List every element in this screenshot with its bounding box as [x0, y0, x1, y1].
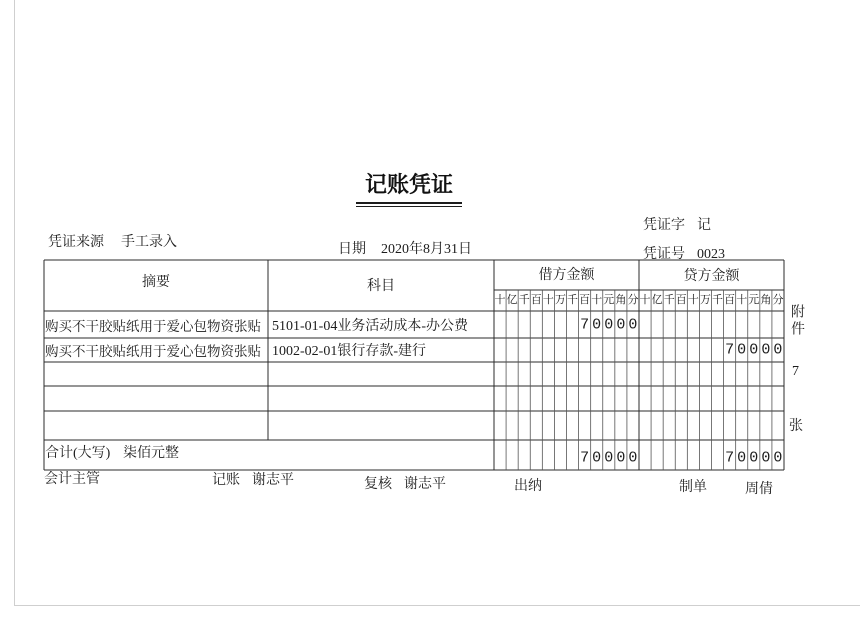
- summary-cell: [45, 362, 267, 386]
- digit-unit: 百: [675, 294, 687, 306]
- voucher-no-label: 凭证号: [643, 247, 685, 262]
- date-label: 日期: [338, 242, 366, 257]
- header-account: 科目: [367, 279, 395, 294]
- table-row: [0, 411, 860, 440]
- account-cell: [272, 386, 492, 411]
- digit-unit: 十: [591, 294, 603, 306]
- reviewer-name: 谢志平: [404, 477, 446, 492]
- digit-unit: 百: [579, 294, 591, 306]
- debit-amount: 70000: [580, 316, 641, 333]
- digit-unit: 百: [724, 294, 736, 306]
- total-amount-in-words: 柒佰元整: [123, 446, 179, 461]
- credit-amount-cell: [639, 311, 784, 338]
- total-credit-amount: 70000: [725, 449, 786, 467]
- scan-edge-left: [14, 0, 15, 606]
- source-value: 手工录入: [121, 235, 177, 250]
- digit-unit: 千: [663, 294, 675, 306]
- scan-edge-bottom: [14, 605, 860, 606]
- credit-digit-units: [639, 291, 784, 310]
- title-double-underline: [356, 202, 462, 207]
- digit-unit: 千: [712, 294, 724, 306]
- debit-amount-cell: [494, 311, 639, 338]
- digit-unit: 分: [627, 294, 639, 306]
- preparer-name: 周倩: [745, 482, 773, 497]
- debit-amount-cell: [494, 338, 639, 362]
- table-row: [0, 386, 860, 411]
- attachment-label: 附件: [789, 304, 804, 338]
- header-debit: 借方金额: [538, 268, 595, 283]
- bookkeeper-label: 记账: [212, 473, 240, 488]
- digit-unit: 千: [567, 294, 579, 306]
- voucher-word-label: 凭证字: [643, 218, 685, 233]
- digit-unit: 十: [687, 294, 699, 306]
- credit-amount-cell: [639, 411, 784, 440]
- credit-amount-cell: [639, 386, 784, 411]
- header-credit: 贷方金额: [683, 269, 740, 284]
- summary-cell: [45, 386, 267, 411]
- digit-unit: 十: [542, 294, 554, 306]
- digit-unit: 元: [748, 294, 760, 306]
- debit-amount-cell: [494, 386, 639, 411]
- digit-unit: 十: [736, 294, 748, 306]
- credit-amount-cell: [639, 338, 784, 362]
- total-label: 合计(大写): [45, 446, 111, 461]
- debit-amount-cell: [494, 411, 639, 440]
- date-value: 2020年8月31日: [381, 242, 472, 257]
- table-row: [0, 362, 860, 386]
- total-debit-amount: 70000: [580, 449, 641, 467]
- account-cell: [272, 411, 492, 440]
- digit-unit: 百: [530, 294, 542, 306]
- account-cell: 1002-02-01银行存款-建行: [272, 344, 426, 359]
- account-cell: [272, 362, 492, 386]
- preparer-label: 制单: [679, 480, 707, 495]
- digit-unit: 角: [615, 294, 627, 306]
- summary-cell: [45, 411, 267, 440]
- source-label: 凭证来源: [48, 235, 104, 250]
- reviewer-label: 复核: [364, 477, 392, 492]
- accounting-supervisor-label: 会计主管: [44, 472, 100, 487]
- digit-unit: 千: [518, 294, 530, 306]
- header-summary: 摘要: [142, 275, 170, 290]
- summary-cell: 购买不干胶贴纸用于爱心包物资张贴: [45, 318, 261, 334]
- voucher-word-value: 记: [697, 218, 711, 233]
- table-row: [0, 311, 860, 338]
- digit-unit: 万: [554, 294, 566, 306]
- total-debit-cell: [494, 440, 639, 470]
- credit-amount-cell: [639, 362, 784, 386]
- bookkeeper-name: 谢志平: [252, 473, 294, 488]
- table-row: [0, 338, 860, 362]
- digit-unit: 角: [760, 294, 772, 306]
- debit-digit-units: [494, 291, 639, 310]
- account-cell: 5101-01-04业务活动成本-办公费: [272, 318, 468, 334]
- cashier-label: 出纳: [514, 479, 542, 494]
- attachment-unit: 张: [789, 419, 803, 434]
- summary-cell: 购买不干胶贴纸用于爱心包物资张贴: [45, 344, 261, 359]
- debit-amount-cell: [494, 362, 639, 386]
- digit-unit: 十: [639, 294, 651, 306]
- attachment-count: 7: [792, 364, 799, 379]
- digit-unit: 万: [699, 294, 711, 306]
- digit-unit: 分: [772, 294, 784, 306]
- digit-unit: 十: [494, 294, 506, 306]
- voucher-no-value: 0023: [697, 247, 725, 262]
- total-credit-cell: [639, 440, 784, 470]
- digit-unit: 亿: [651, 294, 663, 306]
- digit-unit: 亿: [506, 294, 518, 306]
- credit-amount: 70000: [725, 341, 786, 359]
- digit-unit: 元: [603, 294, 615, 306]
- total-row: [0, 440, 860, 470]
- voucher-title: 记账凭证: [364, 173, 453, 198]
